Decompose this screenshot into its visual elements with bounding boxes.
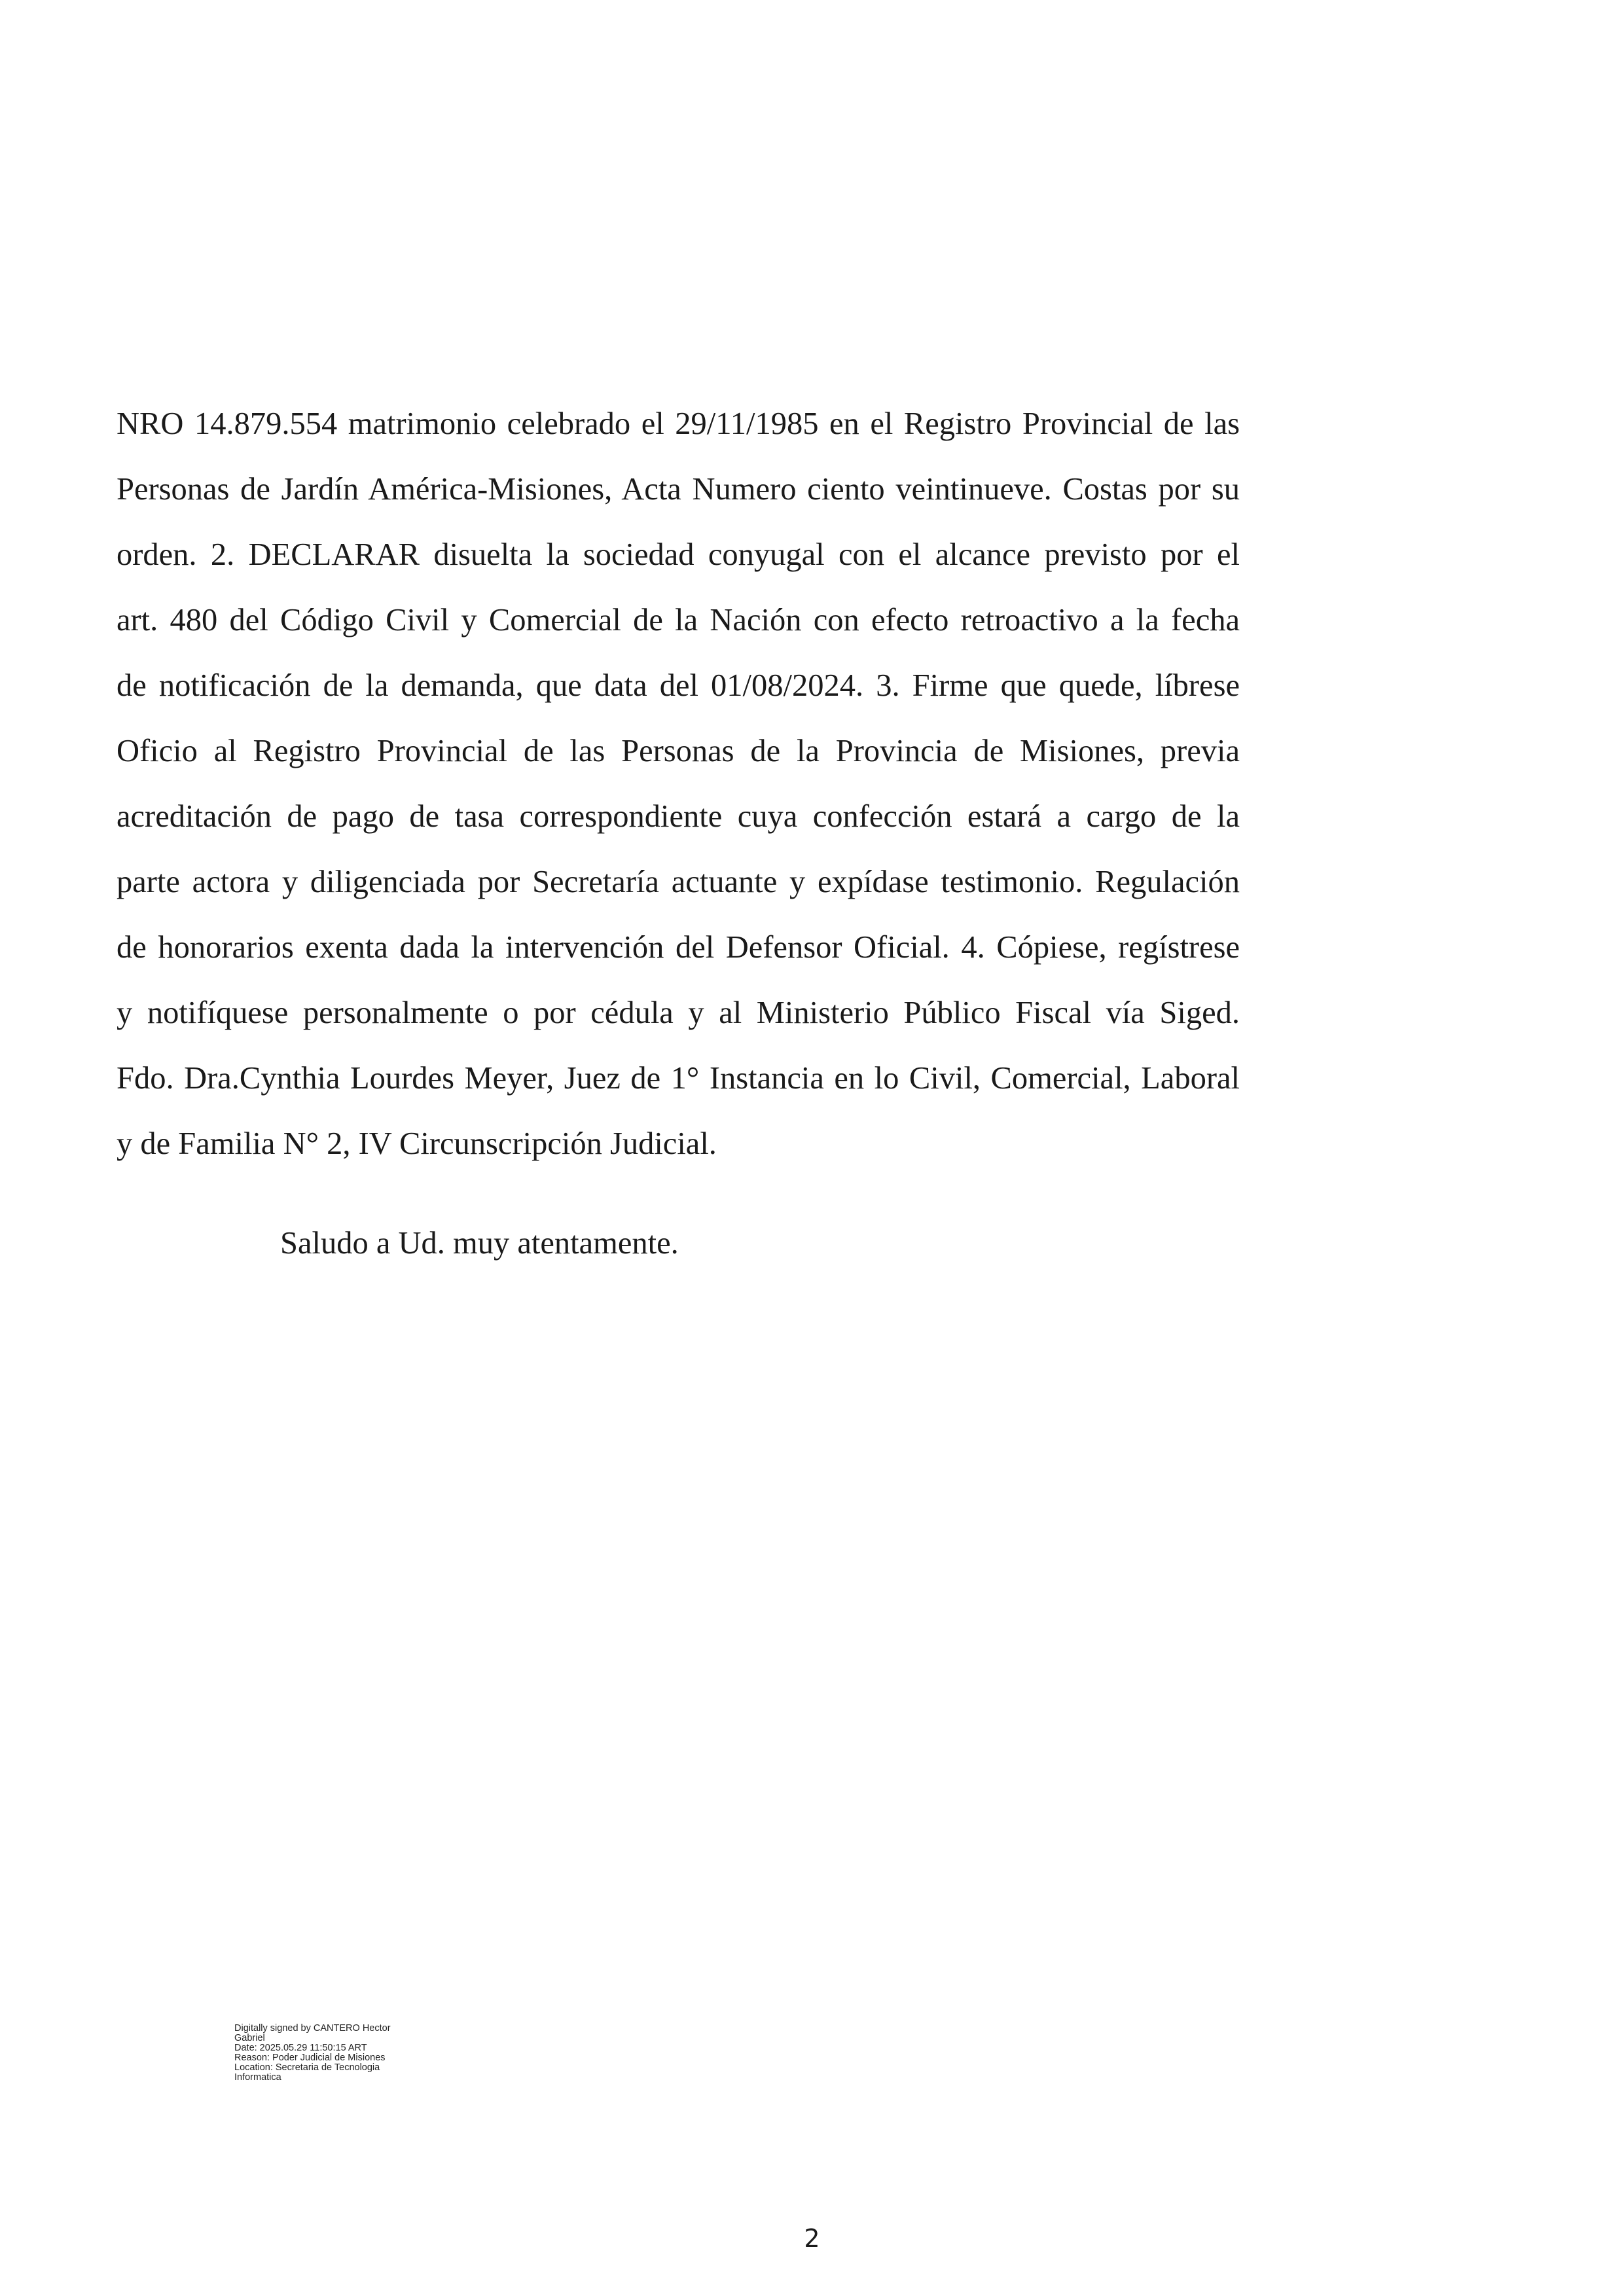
body-line: Personas de Jardín América-Misiones, Acta Numero ciento veintinueve. Costas por su — [117, 472, 1240, 507]
body-line: art. 480 del Código Civil y Comercial de la Nación con efecto retroactivo a la fecha — [117, 603, 1240, 637]
signature-line: Informatica — [234, 2072, 281, 2083]
body-line: parte actora y diligenciada por Secretaría actuante y expídase testimonio. Regulación — [117, 865, 1240, 899]
body-line: orden. 2. DECLARAR disuelta la sociedad conyugal con el alcance previsto por el — [117, 537, 1240, 572]
signature-line: Digitally signed by CANTERO Hector — [234, 2023, 391, 2034]
digital-signature-block — [234, 2024, 431, 2083]
body-line: y notifíquese personalmente o por cédula y al Ministerio Público Fiscal vía Siged. — [117, 996, 1240, 1030]
body-line: NRO 14.879.554 matrimonio celebrado el 29/11/1985 en el Registro Provincial de las — [117, 406, 1240, 441]
body-line: de honorarios exenta dada la intervención del Defensor Oficial. 4. Cópiese, regístrese — [117, 930, 1240, 965]
body-line: Oficio al Registro Provincial de las Personas de la Provincia de Misiones, previa — [117, 734, 1240, 768]
signature-line: Gabriel — [234, 2033, 265, 2043]
body-line: de notificación de la demanda, que data del 01/08/2024. 3. Firme que quede, líbrese — [117, 668, 1240, 703]
signature-line: Date: 2025.05.29 11:50:15 ART — [234, 2043, 367, 2053]
signature-line: Location: Secretaria de Tecnologia — [234, 2062, 380, 2073]
body-line: Fdo. Dra.Cynthia Lourdes Meyer, Juez de 1° Instancia en lo Civil, Comercial, Laboral — [117, 1061, 1240, 1096]
body-line: acreditación de pago de tasa correspondiente cuya confección estará a cargo de la — [117, 799, 1240, 834]
body-paragraph — [117, 391, 1240, 1177]
signature-line: Reason: Poder Judicial de Misiones — [234, 2053, 386, 2063]
body-line-last: y de Familia N° 2, IV Circunscripción Judicial. — [117, 1126, 717, 1161]
page-number: 2 — [804, 2224, 820, 2253]
closing-salutation: Saludo a Ud. muy atentamente. — [280, 1226, 679, 1261]
